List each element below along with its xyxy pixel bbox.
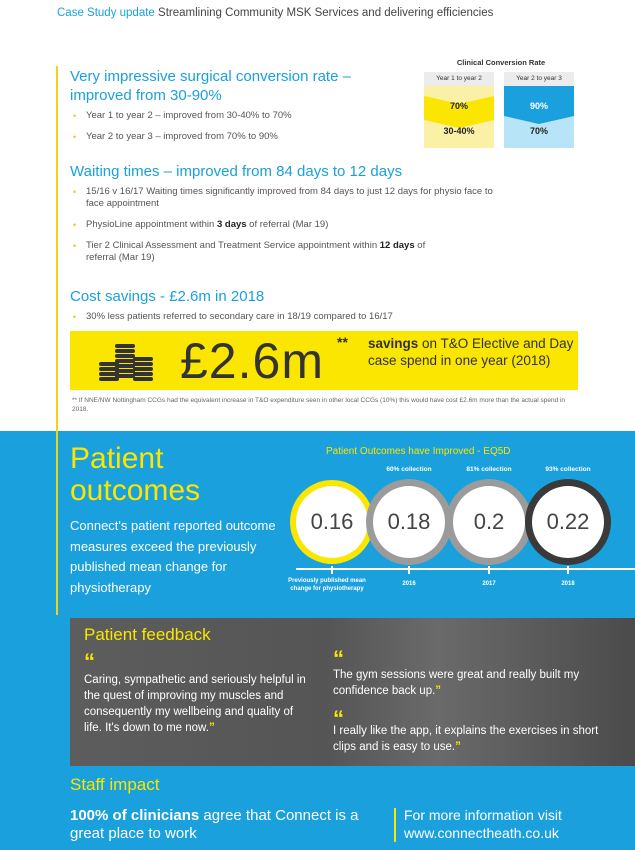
conversion-column-1 <box>424 72 494 148</box>
conversion-column-2-shape <box>504 86 574 148</box>
eq5d-collection-label: 60% collection <box>386 466 432 473</box>
list-item: • Year 2 to year 3 – improved from 70% to 90% <box>70 131 400 143</box>
more-info: For more information visit www.connectheath.co.uk <box>404 807 634 842</box>
quote-open-mark: “ <box>333 706 344 731</box>
eq5d-previous-label: Previously published mean change for physiotherapy <box>288 578 366 592</box>
conversion-chart-title: Clinical Conversion Rate <box>456 58 546 67</box>
page-header <box>57 7 493 19</box>
savings-amount: £2.6m <box>180 333 324 389</box>
quote-open-mark: “ <box>333 646 344 671</box>
eq5d-value: 0.18 <box>373 486 445 558</box>
eq5d-value: 0.22 <box>532 486 604 558</box>
conversion-column-label: Year 1 to year 2 <box>424 72 494 86</box>
eq5d-year-label: 2016 <box>402 581 416 587</box>
waiting-heading: Waiting times – improved from 84 days to 12 days <box>70 163 403 180</box>
list-item: • Tier 2 Clinical Assessment and Treatment Service appointment within 12 days of referral (Mar 19) <box>70 240 520 264</box>
conversion-column-label: Year 2 to year 3 <box>504 72 574 86</box>
conversion-column-1-shape <box>424 86 494 148</box>
header-title: Streamlining Community MSK Services and delivering efficiencies <box>158 7 494 19</box>
eq5d-circle <box>366 479 452 565</box>
eq5d-tick <box>331 566 333 574</box>
eq5d-collection-label: 81% collection <box>466 466 512 473</box>
left-accent-line-blue <box>56 431 58 615</box>
staff-divider <box>394 808 396 842</box>
eq5d-tick <box>567 566 569 574</box>
left-accent-line <box>56 66 58 431</box>
waiting-bullets <box>70 186 520 273</box>
list-item: • PhysioLine appointment within 3 days of referral (Mar 19) <box>70 219 520 231</box>
website-link[interactable]: www.connectheath.co.uk <box>404 824 559 841</box>
staff-text: 100% of clinicians agree that Connect is a great place to work <box>70 807 359 842</box>
feedback-title: Patient feedback <box>84 625 211 644</box>
list-item: • 15/16 v 16/17 Waiting times significantly improved from 84 days to just 12 days for physio face to face appointment <box>70 186 520 210</box>
eq5d-chart-title: Patient Outcomes have Improved - EQ5D <box>326 446 511 457</box>
conversion-top-value: 70% <box>449 101 468 111</box>
savings-description: savings on T&O Elective and Day case spend in one year (2018) <box>368 336 574 368</box>
eq5d-circle <box>290 480 374 564</box>
coins-stack-icon <box>97 335 157 385</box>
quote-1: Caring, sympathetic and seriously helpful in the quest of improving my muscles and consequently my wellbeing and quality of life. It's down to me now.” <box>84 674 306 734</box>
savings-footnote-mark: ** <box>337 334 348 350</box>
quote-3: I really like the app, it explains the exercises in short clips and is easy to use.” <box>333 725 599 753</box>
list-item: • Year 1 to year 2 – improved from 30-40% to 70% <box>70 110 400 122</box>
conversion-top-value: 90% <box>529 101 548 111</box>
list-item: • 30% less patients referred to secondary care in 18/19 compared to 16/17 <box>70 311 530 323</box>
cost-heading: Cost savings - £2.6m in 2018 <box>70 288 265 305</box>
conversion-heading: Very impressive surgical conversion rate – improved from 30-90% <box>70 68 351 104</box>
eq5d-value: 0.16 <box>296 486 368 558</box>
eq5d-tick <box>408 566 410 574</box>
conversion-bottom-value: 70% <box>529 126 548 136</box>
conversion-column-2 <box>504 72 574 148</box>
staff-title: Staff impact <box>70 775 160 794</box>
cost-bullets <box>70 311 530 332</box>
header-tag: Case Study update <box>57 7 155 19</box>
conversion-bullets <box>70 110 400 152</box>
eq5d-year-label: 2017 <box>482 581 496 587</box>
quote-2: The gym sessions were great and really built my confidence back up.” <box>333 669 580 697</box>
eq5d-circle <box>525 479 611 565</box>
eq5d-year-label: 2018 <box>561 581 575 587</box>
savings-footnote: ** If NNE/NW Nottingham CCGs had the equivalent increase in T&O expenditure seen in other local CCGs (10%) this would have cost £2.6m more than the actual spend in 2018. <box>72 397 566 413</box>
eq5d-collection-label: 93% collection <box>545 466 591 473</box>
eq5d-circle <box>446 479 532 565</box>
outcomes-title: Patient outcomes <box>70 442 201 507</box>
eq5d-timeline <box>296 568 635 570</box>
outcomes-text: Connect's patient reported outcome measures exceed the previously published mean change for physiotherapy <box>70 518 276 595</box>
conversion-bottom-value: 30-40% <box>443 126 475 136</box>
eq5d-tick <box>488 566 490 574</box>
eq5d-value: 0.2 <box>453 486 525 558</box>
quote-open-mark: “ <box>84 649 95 674</box>
